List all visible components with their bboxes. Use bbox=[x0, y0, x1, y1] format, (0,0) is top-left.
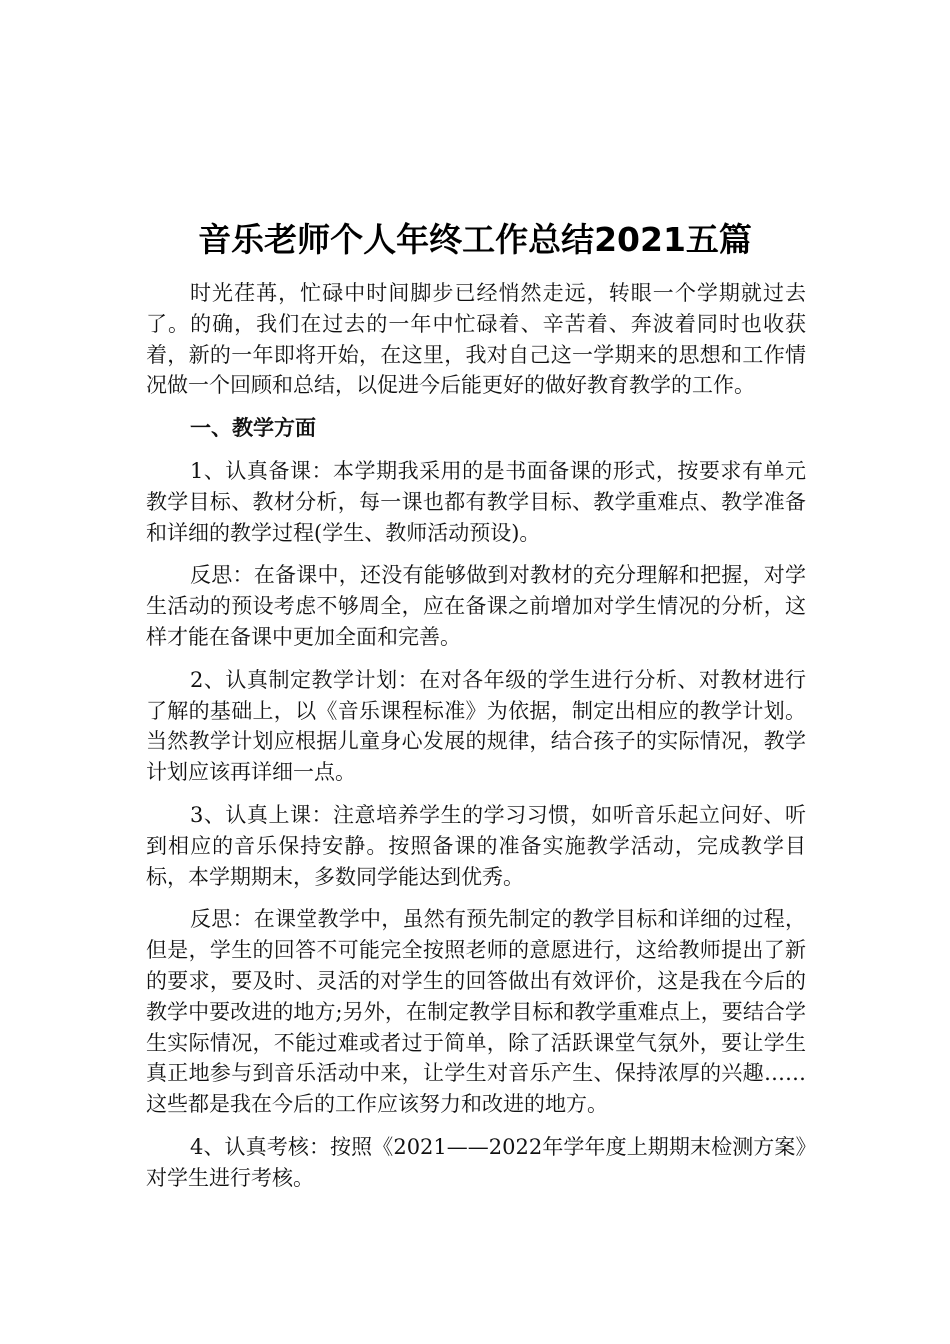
section-heading-teaching: 一、教学方面 bbox=[190, 415, 316, 441]
paragraph-intro: 时光荏苒，忙碌中时间脚步已经悄然走远，转眼一个学期就过去了。的确，我们在过去的一年中忙碌着、辛苦着、奔波着同时也收获着，新的一年即将开始，在这里，我对自己这一学期来的思想和工作情况做一个回顾和总结，以促进今后能更好的做好教育教学的工作。 bbox=[146, 281, 806, 398]
paragraph-classroom-teaching: 3、认真上课：注意培养学生的学习习惯，如听音乐起立问好、听到相应的音乐保持安静。按照备课的准备实施教学活动，完成教学目标，本学期期末，多数同学能达到优秀。 bbox=[146, 802, 806, 889]
paragraph-teaching-plan: 2、认真制定教学计划：在对各年级的学生进行分析、对教材进行了解的基础上，以《音乐课程标准》为依据，制定出相应的教学计划。当然教学计划应根据儿童身心发展的规律，结合孩子的实际情况，教学计划应该再详细一点。 bbox=[146, 667, 806, 785]
document-body bbox=[146, 278, 806, 1206]
paragraph-lesson-preparation: 1、认真备课：本学期我采用的是书面备课的形式，按要求有单元教学目标、教材分析，每一课也都有教学目标、教学重难点、教学准备和详细的教学过程(学生、教师活动预设)。 bbox=[146, 458, 806, 545]
paragraph-reflection-classroom: 反思：在课堂教学中，虽然有预先制定的教学目标和详细的过程，但是，学生的回答不可能完全按照老师的意愿进行，这给教师提出了新的要求，要及时、灵活的对学生的回答做出有效评价，这是我在今后的教学中要改进的地方;另外，在制定教学目标和教学重难点上，要结合学生实际情况，不能过难或者过于简单，除了活跃课堂气氛外，要让学生真正地参与到音乐活动中来，让学生对音乐产生、保持浓厚的兴趣……这些都是我在今后的工作应该努力和改进的地方。 bbox=[146, 907, 806, 1117]
paragraph-reflection-preparation: 反思：在备课中，还没有能够做到对教材的充分理解和把握，对学生活动的预设考虑不够周全，应在备课之前增加对学生情况的分析，这样才能在备课中更加全面和完善。 bbox=[146, 563, 806, 649]
document-title: 音乐老师个人年终工作总结2021五篇 bbox=[198, 220, 752, 259]
paragraph-assessment: 4、认真考核：按照《2021——2022年学年度上期期末检测方案》对学生进行考核。 bbox=[146, 1134, 806, 1190]
